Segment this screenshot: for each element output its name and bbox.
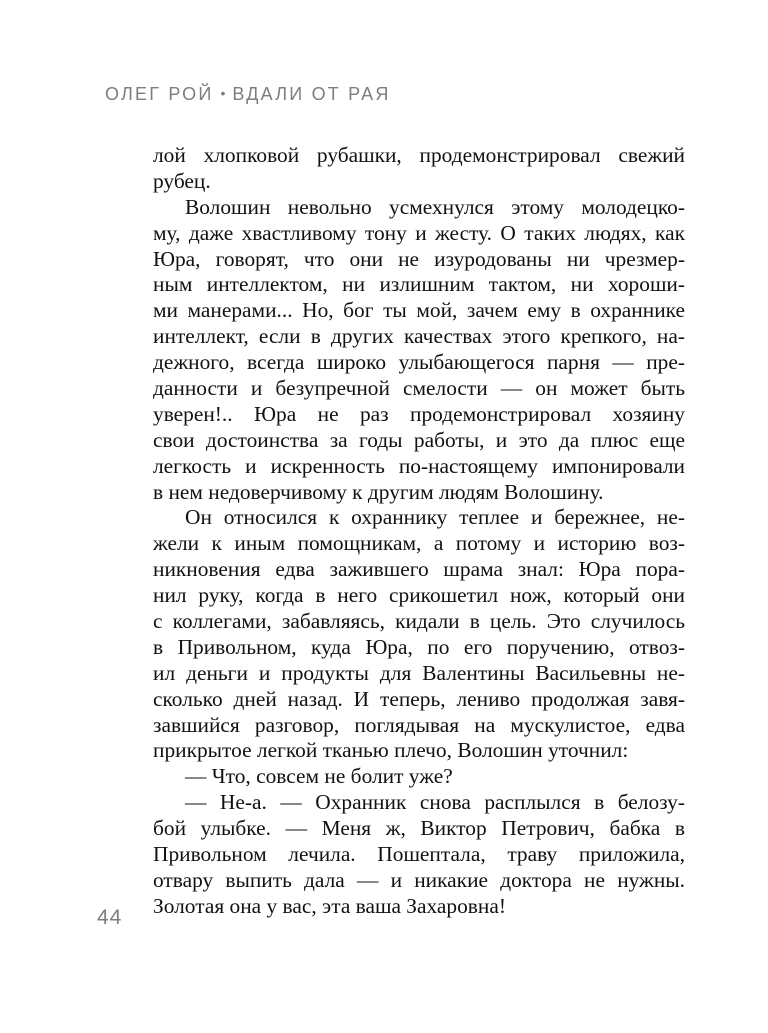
text-line: данности и безупречной смелости — он может быть [153, 376, 685, 401]
text-line: Волошин невольно усмехнулся этому молодецко- [185, 194, 685, 219]
text-line: интеллект, если в других качествах этого крепкого, на- [153, 324, 685, 349]
text-line: — Что, совсем не болит уже? [185, 764, 453, 789]
text-line: в нем недоверчивому к другим людям Волошину. [153, 479, 604, 504]
text-line: отвару выпить дала — и никакие доктора не нужны. [153, 867, 685, 892]
text-line: ил деньги и продукты для Валентины Васильевны не- [153, 660, 685, 685]
running-header [105, 84, 391, 105]
header-separator: • [220, 85, 226, 101]
text-line: ми манерами... Но, бог ты мой, зачем ему в охраннике [153, 298, 685, 323]
text-line: Золотая она у вас, эта ваша Захаровна! [153, 893, 506, 918]
text-line: лой хлопковой рубашки, продемонстрировал свежий [153, 143, 685, 167]
text-line: ным интеллектом, ни излишним тактом, ни хороши- [153, 272, 685, 297]
text-line: завшийся разговор, поглядывая на мускулистое, едва [153, 712, 685, 737]
header-title: ВДАЛИ ОТ РАЯ [232, 84, 391, 104]
header-author: ОЛЕГ РОЙ [105, 84, 214, 104]
text-line: никновения едва зажившего шрама знал: Юра пора- [153, 557, 685, 582]
text-line: Он относился к охраннику теплее и бережнее, не- [185, 505, 685, 530]
text-line: свои достоинства за годы работы, и это да плюс еще [153, 427, 685, 452]
text-line: в Привольном, куда Юра, по его поручению, отвоз- [153, 634, 685, 659]
text-line: му, даже хвастливому тону и жесту. О таких людях, как [153, 220, 685, 245]
text-line: — Не-а. — Охранник снова расплылся в белозу- [185, 790, 685, 815]
text-line: уверен!.. Юра не раз продемонстрировал хозяину [153, 401, 685, 426]
text-line: дежного, всегда широко улыбающегося парня — пре- [153, 350, 685, 375]
body-text [153, 143, 685, 920]
page-number: 44 [97, 906, 123, 929]
text-line: с коллегами, забавляясь, кидали в цель. Это случилось [153, 609, 685, 634]
text-line: бой улыбке. — Меня ж, Виктор Петрович, бабка в [153, 816, 685, 841]
text-line: прикрытое легкой тканью плечо, Волошин уточнил: [153, 738, 629, 763]
text-line: легкость и искренность по-настоящему импонировали [153, 453, 685, 478]
text-line: рубец. [153, 168, 211, 193]
text-line: Привольном лечила. Пошептала, траву приложила, [153, 842, 685, 867]
text-line: жели к иным помощникам, а потому и историю воз- [153, 531, 685, 556]
text-line: сколько дней назад. И теперь, лениво продолжая завя- [153, 686, 685, 711]
text-line: нил руку, когда в него срикошетил нож, который они [153, 583, 685, 608]
text-line: Юра, говорят, что они не изуродованы ни чрезмер- [153, 246, 685, 271]
